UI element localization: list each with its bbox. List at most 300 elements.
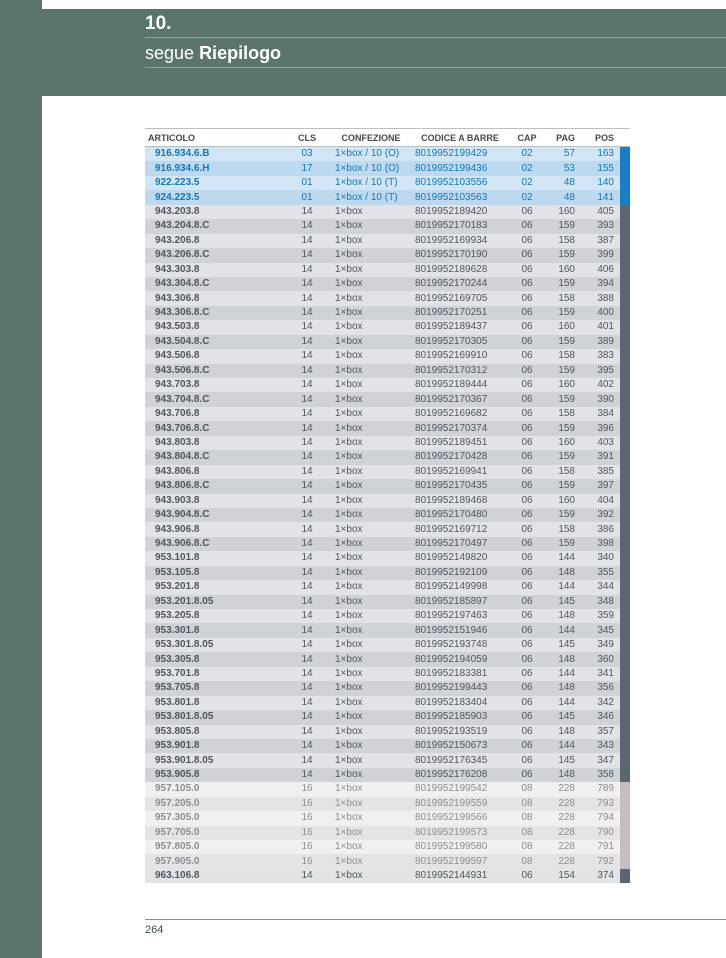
table-row (145, 161, 630, 175)
cell-cls: 14 (283, 566, 331, 580)
cell-codice: 8019952170497 (411, 537, 509, 551)
group-marker (620, 537, 630, 551)
cell-pag: 145 (545, 638, 581, 652)
group-marker (620, 652, 630, 666)
cell-articolo: 943.904.8.C (145, 508, 283, 522)
cell-pag: 144 (545, 739, 581, 753)
cell-codice: 8019952144931 (411, 869, 509, 883)
cell-cap: 06 (509, 595, 545, 609)
cell-articolo: 957.805.0 (145, 840, 283, 854)
cell-articolo: 943.906.8.C (145, 537, 283, 551)
group-marker (620, 667, 630, 681)
cell-confezione: 1×box (331, 421, 411, 435)
table-row (145, 291, 630, 305)
cell-pos: 356 (581, 681, 620, 695)
cell-pos: 404 (581, 494, 620, 508)
cell-cap: 06 (509, 436, 545, 450)
cell-cap: 08 (509, 811, 545, 825)
cell-codice: 8019952199580 (411, 840, 509, 854)
cell-confezione: 1×box / 10 (T) (331, 190, 411, 204)
cell-pag: 159 (545, 450, 581, 464)
cell-pag: 145 (545, 595, 581, 609)
cell-cls: 14 (283, 364, 331, 378)
cell-confezione: 1×box (331, 219, 411, 233)
summary-table (145, 128, 630, 883)
cell-cls: 16 (283, 826, 331, 840)
cell-confezione: 1×box (331, 465, 411, 479)
cell-confezione: 1×box (331, 436, 411, 450)
cell-cls: 16 (283, 797, 331, 811)
header-divider (145, 67, 726, 68)
group-marker (620, 826, 630, 840)
cell-cap: 08 (509, 854, 545, 868)
cell-cls: 14 (283, 595, 331, 609)
cell-pag: 148 (545, 609, 581, 623)
group-marker (620, 566, 630, 580)
cell-cap: 06 (509, 263, 545, 277)
cell-codice: 8019952169910 (411, 349, 509, 363)
cell-pos: 399 (581, 248, 620, 262)
cell-pos: 163 (581, 147, 620, 162)
cell-cap: 06 (509, 869, 545, 883)
cell-confezione: 1×box (331, 522, 411, 536)
cell-codice: 8019952199542 (411, 782, 509, 796)
cell-articolo: 943.306.8 (145, 291, 283, 305)
cell-pos: 358 (581, 768, 620, 782)
cell-confezione: 1×box (331, 725, 411, 739)
cell-codice: 8019952103556 (411, 176, 509, 190)
cell-cap: 06 (509, 696, 545, 710)
cell-confezione: 1×box (331, 623, 411, 637)
cell-articolo: 943.206.8.C (145, 248, 283, 262)
cell-pag: 158 (545, 234, 581, 248)
cell-cap: 02 (509, 147, 545, 162)
cell-codice: 8019952151946 (411, 623, 509, 637)
table-row (145, 551, 630, 565)
group-marker (620, 277, 630, 291)
cell-pag: 148 (545, 681, 581, 695)
cell-confezione: 1×box (331, 450, 411, 464)
cell-cap: 02 (509, 161, 545, 175)
cell-pag: 159 (545, 508, 581, 522)
chapter-number: 10. (145, 13, 172, 34)
col-header-confezione: CONFEZIONE (331, 129, 411, 147)
cell-pag: 144 (545, 580, 581, 594)
cell-pag: 159 (545, 537, 581, 551)
cell-codice: 8019952192109 (411, 566, 509, 580)
cell-pos: 342 (581, 696, 620, 710)
cell-cap: 06 (509, 768, 545, 782)
cell-codice: 8019952199559 (411, 797, 509, 811)
cell-articolo: 943.804.8.C (145, 450, 283, 464)
cell-pos: 793 (581, 797, 620, 811)
cell-codice: 8019952183381 (411, 667, 509, 681)
cell-cap: 06 (509, 335, 545, 349)
cell-pag: 144 (545, 623, 581, 637)
cell-articolo: 953.201.8.05 (145, 595, 283, 609)
cell-pos: 341 (581, 667, 620, 681)
cell-cls: 14 (283, 508, 331, 522)
table-row (145, 479, 630, 493)
cell-pos: 406 (581, 263, 620, 277)
cell-articolo: 953.901.8.05 (145, 753, 283, 767)
cell-articolo: 953.305.8 (145, 652, 283, 666)
cell-pag: 57 (545, 147, 581, 162)
cell-confezione: 1×box (331, 869, 411, 883)
table-row (145, 508, 630, 522)
cell-cls: 14 (283, 638, 331, 652)
cell-codice: 8019952185903 (411, 710, 509, 724)
cell-pos: 387 (581, 234, 620, 248)
table-row (145, 263, 630, 277)
cell-codice: 8019952169705 (411, 291, 509, 305)
cell-articolo: 943.506.8 (145, 349, 283, 363)
cell-articolo: 957.305.0 (145, 811, 283, 825)
table-row (145, 566, 630, 580)
cell-articolo: 953.101.8 (145, 551, 283, 565)
cell-cap: 06 (509, 725, 545, 739)
cell-codice: 8019952169941 (411, 465, 509, 479)
cell-cap: 06 (509, 407, 545, 421)
group-marker (620, 147, 630, 162)
cell-pag: 148 (545, 652, 581, 666)
table-row (145, 176, 630, 190)
cell-confezione: 1×box (331, 205, 411, 219)
cell-cls: 14 (283, 335, 331, 349)
cell-cls: 14 (283, 667, 331, 681)
cell-pos: 386 (581, 522, 620, 536)
cell-articolo: 943.806.8 (145, 465, 283, 479)
cell-pos: 791 (581, 840, 620, 854)
cell-pos: 357 (581, 725, 620, 739)
cell-cap: 06 (509, 421, 545, 435)
cell-cap: 06 (509, 710, 545, 724)
group-marker (620, 725, 630, 739)
cell-pos: 384 (581, 407, 620, 421)
cell-codice: 8019952170428 (411, 450, 509, 464)
cell-cap: 06 (509, 219, 545, 233)
group-marker (620, 811, 630, 825)
table-row (145, 494, 630, 508)
cell-pos: 140 (581, 176, 620, 190)
cell-codice: 8019952149820 (411, 551, 509, 565)
cell-pos: 374 (581, 869, 620, 883)
cell-cls: 14 (283, 522, 331, 536)
cell-cls: 14 (283, 739, 331, 753)
cell-cap: 06 (509, 479, 545, 493)
cell-articolo: 943.803.8 (145, 436, 283, 450)
cell-codice: 8019952170183 (411, 219, 509, 233)
table-row (145, 306, 630, 320)
cell-pos: 389 (581, 335, 620, 349)
group-marker (620, 739, 630, 753)
cell-cls: 14 (283, 652, 331, 666)
cell-articolo: 943.504.8.C (145, 335, 283, 349)
cell-cap: 06 (509, 681, 545, 695)
cell-pag: 158 (545, 522, 581, 536)
cell-cls: 17 (283, 161, 331, 175)
group-marker (620, 205, 630, 219)
cell-pos: 345 (581, 623, 620, 637)
cell-cls: 14 (283, 436, 331, 450)
cell-articolo: 943.206.8 (145, 234, 283, 248)
group-marker (620, 479, 630, 493)
cell-confezione: 1×box (331, 407, 411, 421)
cell-pos: 391 (581, 450, 620, 464)
cell-cls: 14 (283, 320, 331, 334)
cell-pag: 145 (545, 710, 581, 724)
table-row (145, 725, 630, 739)
group-marker (620, 465, 630, 479)
cell-confezione: 1×box / 10 (O) (331, 161, 411, 175)
cell-confezione: 1×box (331, 479, 411, 493)
table-row (145, 753, 630, 767)
table-row (145, 537, 630, 551)
group-marker (620, 176, 630, 190)
table-row (145, 782, 630, 796)
cell-confezione: 1×box (331, 364, 411, 378)
cell-pos: 397 (581, 479, 620, 493)
chapter-title (145, 43, 281, 64)
cell-pag: 159 (545, 364, 581, 378)
cell-confezione: 1×box (331, 681, 411, 695)
cell-cls: 14 (283, 710, 331, 724)
cell-confezione: 1×box (331, 595, 411, 609)
cell-pos: 400 (581, 306, 620, 320)
cell-confezione: 1×box (331, 566, 411, 580)
group-marker (620, 190, 630, 204)
cell-cls: 14 (283, 623, 331, 637)
cell-articolo: 916.934.6.H (145, 161, 283, 175)
group-marker (620, 797, 630, 811)
cell-pag: 148 (545, 725, 581, 739)
cell-pag: 159 (545, 335, 581, 349)
cell-pos: 395 (581, 364, 620, 378)
cell-cls: 14 (283, 248, 331, 262)
cell-cap: 06 (509, 652, 545, 666)
table-row (145, 638, 630, 652)
cell-pos: 401 (581, 320, 620, 334)
cell-pos: 403 (581, 436, 620, 450)
cell-pos: 355 (581, 566, 620, 580)
cell-articolo: 953.301.8.05 (145, 638, 283, 652)
cell-pag: 228 (545, 811, 581, 825)
cell-codice: 8019952176208 (411, 768, 509, 782)
cell-confezione: 1×box (331, 753, 411, 767)
group-marker (620, 364, 630, 378)
cell-articolo: 963.106.8 (145, 869, 283, 883)
cell-confezione: 1×box (331, 392, 411, 406)
cell-cls: 14 (283, 768, 331, 782)
cell-cls: 14 (283, 205, 331, 219)
cell-pag: 158 (545, 291, 581, 305)
cell-codice: 8019952170367 (411, 392, 509, 406)
table-row (145, 826, 630, 840)
cell-confezione: 1×box (331, 263, 411, 277)
cell-pos: 394 (581, 277, 620, 291)
cell-confezione: 1×box (331, 494, 411, 508)
cell-articolo: 943.203.8 (145, 205, 283, 219)
col-header-pos: POS (581, 129, 620, 147)
cell-cap: 06 (509, 566, 545, 580)
cell-pag: 148 (545, 566, 581, 580)
group-marker (620, 869, 630, 883)
col-header-cap: CAP (509, 129, 545, 147)
cell-pag: 160 (545, 263, 581, 277)
cell-confezione: 1×box (331, 840, 411, 854)
cell-pag: 158 (545, 407, 581, 421)
cell-codice: 8019952169712 (411, 522, 509, 536)
chapter-title-prefix: segue (145, 43, 195, 63)
cell-pag: 228 (545, 826, 581, 840)
cell-articolo: 916.934.6.B (145, 147, 283, 162)
group-marker (620, 291, 630, 305)
cell-codice: 8019952169934 (411, 234, 509, 248)
group-marker (620, 436, 630, 450)
cell-pag: 53 (545, 161, 581, 175)
cell-articolo: 943.706.8 (145, 407, 283, 421)
cell-pos: 385 (581, 465, 620, 479)
cell-cap: 06 (509, 392, 545, 406)
cell-articolo: 953.705.8 (145, 681, 283, 695)
table-row (145, 739, 630, 753)
cell-pag: 228 (545, 840, 581, 854)
cell-confezione: 1×box (331, 551, 411, 565)
cell-confezione: 1×box (331, 782, 411, 796)
cell-cap: 06 (509, 234, 545, 248)
cell-cls: 14 (283, 450, 331, 464)
cell-codice: 8019952169682 (411, 407, 509, 421)
cell-codice: 8019952150673 (411, 739, 509, 753)
group-marker (620, 609, 630, 623)
cell-confezione: 1×box (331, 652, 411, 666)
table-row (145, 248, 630, 262)
table-row (145, 147, 630, 162)
cell-pag: 160 (545, 320, 581, 334)
cell-pag: 48 (545, 190, 581, 204)
cell-cls: 14 (283, 421, 331, 435)
cell-cls: 14 (283, 609, 331, 623)
table-row (145, 696, 630, 710)
group-marker (620, 710, 630, 724)
group-marker (620, 768, 630, 782)
cell-pag: 144 (545, 696, 581, 710)
cell-pag: 228 (545, 854, 581, 868)
cell-articolo: 953.701.8 (145, 667, 283, 681)
table-row (145, 609, 630, 623)
cell-articolo: 943.306.8.C (145, 306, 283, 320)
cell-cls: 14 (283, 479, 331, 493)
cell-pag: 160 (545, 205, 581, 219)
cell-codice: 8019952199566 (411, 811, 509, 825)
cell-cls: 16 (283, 811, 331, 825)
group-marker (620, 421, 630, 435)
cell-codice: 8019952170244 (411, 277, 509, 291)
cell-pag: 159 (545, 248, 581, 262)
cell-pag: 158 (545, 349, 581, 363)
cell-cap: 06 (509, 277, 545, 291)
cell-cls: 14 (283, 551, 331, 565)
cell-cap: 06 (509, 465, 545, 479)
cell-cls: 16 (283, 840, 331, 854)
cell-articolo: 953.205.8 (145, 609, 283, 623)
cell-pos: 393 (581, 219, 620, 233)
cell-confezione: 1×box (331, 537, 411, 551)
cell-cls: 14 (283, 306, 331, 320)
group-marker (620, 638, 630, 652)
cell-cls: 14 (283, 869, 331, 883)
table-row (145, 450, 630, 464)
col-header-codice: CODICE A BARRE (411, 129, 509, 147)
cell-codice: 8019952194059 (411, 652, 509, 666)
cell-pos: 340 (581, 551, 620, 565)
side-color-bar (0, 0, 42, 958)
table-row (145, 364, 630, 378)
cell-articolo: 943.706.8.C (145, 421, 283, 435)
cell-codice: 8019952189468 (411, 494, 509, 508)
cell-confezione: 1×box (331, 710, 411, 724)
cell-codice: 8019952199429 (411, 147, 509, 162)
cell-pos: 347 (581, 753, 620, 767)
cell-cap: 06 (509, 494, 545, 508)
cell-articolo: 957.705.0 (145, 826, 283, 840)
cell-codice: 8019952149998 (411, 580, 509, 594)
cell-confezione: 1×box (331, 291, 411, 305)
cell-codice: 8019952189451 (411, 436, 509, 450)
table-row (145, 797, 630, 811)
cell-articolo: 943.303.8 (145, 263, 283, 277)
cell-confezione: 1×box (331, 696, 411, 710)
cell-codice: 8019952189628 (411, 263, 509, 277)
cell-pag: 160 (545, 494, 581, 508)
table-row (145, 349, 630, 363)
cell-codice: 8019952170435 (411, 479, 509, 493)
cell-pag: 148 (545, 768, 581, 782)
group-marker (620, 263, 630, 277)
col-header-cls: CLS (283, 129, 331, 147)
cell-codice: 8019952197463 (411, 609, 509, 623)
cell-cls: 14 (283, 291, 331, 305)
cell-cap: 06 (509, 508, 545, 522)
cell-pos: 141 (581, 190, 620, 204)
table-row (145, 190, 630, 204)
cell-cap: 06 (509, 291, 545, 305)
cell-pag: 144 (545, 551, 581, 565)
col-header-marker (620, 129, 630, 147)
cell-cap: 06 (509, 609, 545, 623)
cell-articolo: 953.301.8 (145, 623, 283, 637)
cell-confezione: 1×box (331, 378, 411, 392)
cell-confezione: 1×box (331, 667, 411, 681)
group-marker (620, 580, 630, 594)
cell-pag: 228 (545, 797, 581, 811)
cell-cap: 06 (509, 364, 545, 378)
cell-codice: 8019952170374 (411, 421, 509, 435)
summary-table-container (145, 128, 630, 883)
cell-pag: 158 (545, 465, 581, 479)
table-row (145, 234, 630, 248)
table-row (145, 392, 630, 406)
cell-articolo: 953.801.8 (145, 696, 283, 710)
table-row (145, 219, 630, 233)
cell-articolo: 943.806.8.C (145, 479, 283, 493)
cell-cls: 14 (283, 753, 331, 767)
cell-cls: 14 (283, 234, 331, 248)
page-number: 264 (145, 924, 164, 936)
col-header-pag: PAG (545, 129, 581, 147)
cell-cls: 14 (283, 696, 331, 710)
table-row (145, 667, 630, 681)
